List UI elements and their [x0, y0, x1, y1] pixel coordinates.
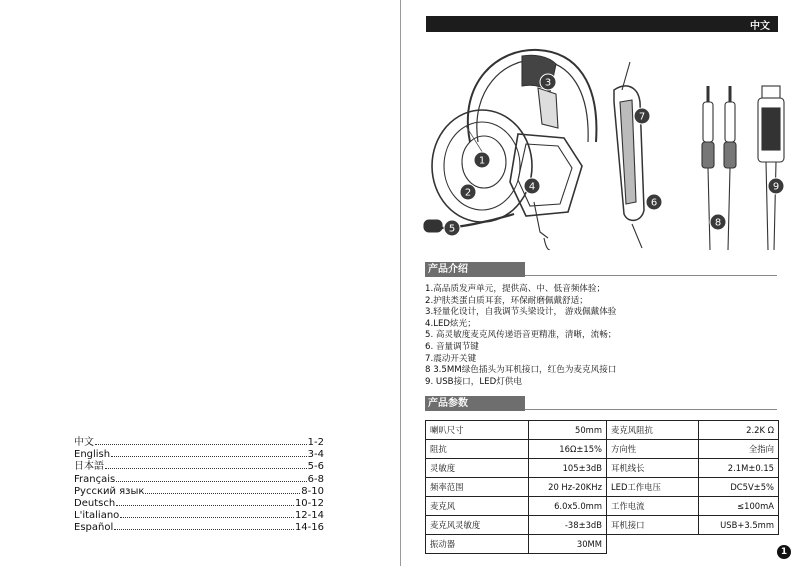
language-header-label: 中文: [750, 21, 770, 32]
spec-value: 30MM: [529, 535, 607, 554]
spec-label: 工作电流: [607, 497, 699, 516]
table-row: [426, 535, 779, 554]
spec-label: 阻抗: [426, 440, 529, 459]
toc-pages: 8-10: [301, 485, 324, 497]
spec-label: 频率范围: [426, 478, 529, 497]
spec-table: [425, 420, 779, 554]
spec-label: 麦克风: [426, 497, 529, 516]
callout-number: 5: [448, 223, 456, 235]
intro-section-title: 产品介绍: [425, 262, 525, 277]
toc-leader: [114, 529, 294, 530]
table-row: [426, 478, 779, 497]
toc-language: 日本語: [74, 461, 104, 473]
toc-leader: [120, 517, 294, 518]
callout-number: 2: [464, 187, 472, 199]
callout-7: [634, 108, 650, 124]
toc-leader: [116, 505, 294, 506]
feature-item: 5. 高灵敏度麦克风传递语音更精准，清晰，流畅；: [425, 330, 617, 341]
toc-pages: 14-16: [294, 522, 324, 534]
spec-value: ≤100mA: [699, 497, 779, 516]
spec-value: DC5V±5%: [699, 478, 779, 497]
feature-item: 7.震动开关键: [425, 353, 477, 364]
callout-number: 7: [638, 111, 646, 123]
toc-pages: 3-4: [307, 449, 324, 461]
spec-value: -38±3dB: [529, 516, 607, 535]
callout-8: [710, 214, 726, 230]
toc-pages: 6-8: [307, 473, 324, 485]
callout-number: 9: [772, 181, 780, 193]
page-divider: [400, 0, 401, 566]
params-section-rule: [525, 409, 777, 410]
page-number: 1: [777, 545, 791, 559]
toc-pages: 10-12: [294, 497, 324, 509]
headset-diagram: [418, 42, 790, 250]
callout-1: [474, 152, 490, 168]
feature-list: [425, 284, 785, 388]
spec-label: 振动器: [426, 535, 529, 554]
callout-3: [540, 74, 556, 90]
spec-label: [607, 535, 699, 554]
toc-entry: [74, 498, 324, 510]
callout-5: [444, 220, 460, 236]
spec-value: 20 Hz-20KHz: [529, 478, 607, 497]
spec-label: LED工作电压: [607, 478, 699, 497]
spec-label: 方向性: [607, 440, 699, 459]
toc-entry: [74, 486, 324, 498]
spec-value: 50mm: [529, 421, 607, 440]
toc-leader: [105, 468, 307, 469]
spec-value: [699, 535, 779, 554]
spec-label: 耳机接口: [607, 516, 699, 535]
toc-leader: [95, 444, 307, 445]
toc-pages: 12-14: [294, 510, 324, 522]
toc-entry: [74, 461, 324, 473]
table-of-contents: [74, 437, 324, 535]
spec-value: 2.1M±0.15: [699, 459, 779, 478]
table-row: [426, 421, 779, 440]
spec-value: 2.2K Ω: [699, 421, 779, 440]
toc-language: English: [74, 449, 111, 461]
callout-2: [460, 184, 476, 200]
toc-language: Español: [74, 522, 114, 534]
spec-label: 灵敏度: [426, 459, 529, 478]
toc-pages: 1-2: [307, 437, 324, 448]
callout-4: [524, 178, 540, 194]
toc-language: Русский язык: [74, 485, 145, 497]
toc-leader: [145, 493, 300, 494]
feature-item: 6. 音量调节键: [425, 341, 479, 352]
toc-language: Français: [74, 473, 116, 485]
table-row: [426, 516, 779, 535]
spec-label: 麦克风阻抗: [607, 421, 699, 440]
toc-leader: [111, 456, 307, 457]
callout-number: 8: [714, 217, 722, 229]
params-section-title: 产品参数: [425, 396, 525, 411]
spec-value: USB+3.5mm: [699, 516, 779, 535]
language-header-bar: [426, 16, 778, 32]
callout-9: [768, 178, 784, 194]
inline-control-illustration: [614, 62, 644, 248]
feature-item: 2.护肤类蛋白质耳套，环保耐磨佩戴舒适；: [425, 295, 588, 306]
callout-6: [646, 194, 662, 210]
toc-language: L'italiano: [74, 510, 120, 522]
spec-value: 6.0x5.0mm: [529, 497, 607, 516]
table-row: [426, 459, 779, 478]
toc-entry: [74, 449, 324, 461]
spec-value: 105±3dB: [529, 459, 607, 478]
feature-item: 4.LED炫光；: [425, 318, 476, 329]
callout-number: 6: [650, 197, 658, 209]
intro-section-rule: [525, 275, 777, 276]
spec-value: 16Ω±15%: [529, 440, 607, 459]
toc-pages: 5-6: [307, 461, 324, 473]
callout-number: 4: [528, 181, 536, 193]
toc-language: 中文: [74, 437, 94, 448]
spec-value: 全指向: [699, 440, 779, 459]
feature-item: 3.轻量化设计，自我调节头梁设计， 游戏佩戴体验: [425, 307, 617, 318]
toc-entry: [74, 437, 324, 449]
feature-item: 9. USB接口，LED灯供电: [425, 376, 522, 387]
table-row: [426, 497, 779, 516]
feature-item: 8 3.5MM绿色插头为耳机接口，红色为麦克风接口: [425, 365, 617, 376]
toc-entry: [74, 510, 324, 522]
toc-entry: [74, 474, 324, 486]
table-row: [426, 440, 779, 459]
toc-entry: [74, 522, 324, 534]
spec-label: 麦克风灵敏度: [426, 516, 529, 535]
toc-leader: [116, 481, 306, 482]
callout-number: 3: [544, 77, 552, 89]
toc-language: Deutsch: [74, 497, 116, 509]
feature-item: 1.高品质发声单元，提供高、中、低音频体验；: [425, 284, 606, 294]
spec-label: 喇叭尺寸: [426, 421, 529, 440]
callout-number: 1: [478, 155, 486, 167]
spec-label: 耳机线长: [607, 459, 699, 478]
